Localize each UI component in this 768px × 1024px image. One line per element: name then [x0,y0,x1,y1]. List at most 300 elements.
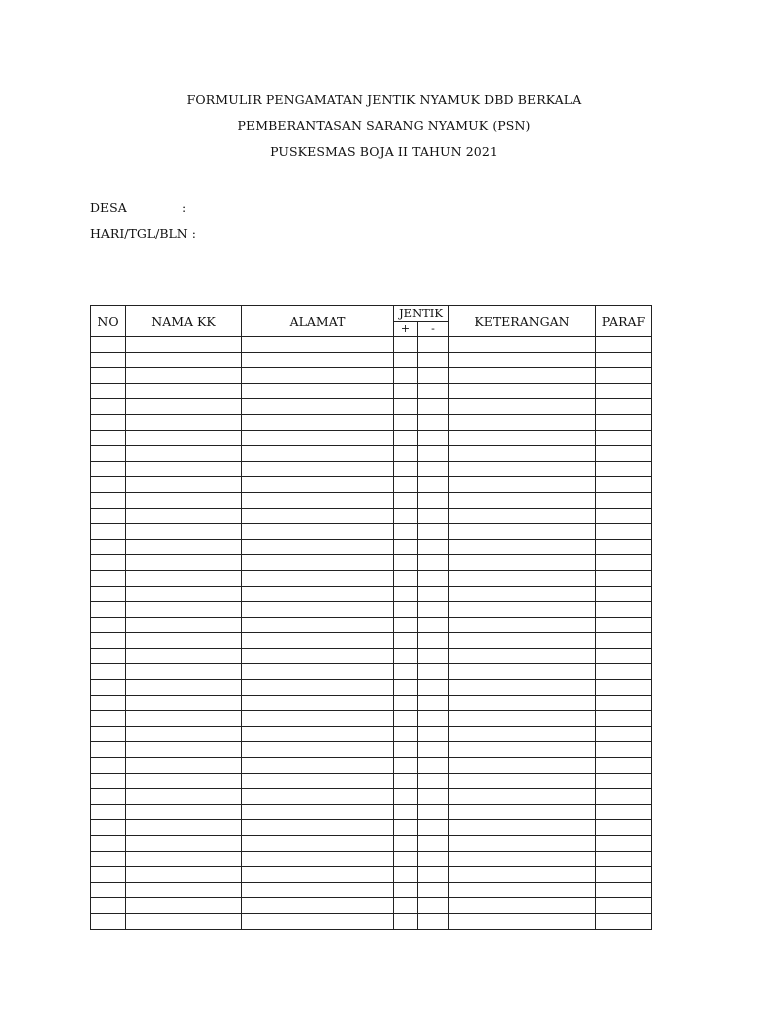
no-cell [91,539,126,555]
alamat-cell [242,399,394,415]
alamat-cell [242,648,394,664]
table-row [91,804,652,820]
jentik-minus-cell [418,524,449,540]
jentik-plus-cell [394,492,418,508]
keterangan-cell [449,882,596,898]
table-row [91,726,652,742]
keterangan-cell [449,617,596,633]
jentik-plus-cell [394,539,418,555]
jentik-minus-cell [418,773,449,789]
jentik-plus-cell [394,555,418,571]
nama-kk-cell [126,851,242,867]
nama-kk-cell [126,898,242,914]
alamat-cell [242,789,394,805]
jentik-minus-cell [418,399,449,415]
table-row [91,430,652,446]
paraf-cell [596,804,652,820]
paraf-cell [596,633,652,649]
keterangan-cell [449,820,596,836]
alamat-cell [242,758,394,774]
no-cell [91,867,126,883]
nama-kk-cell [126,680,242,696]
paraf-cell [596,414,652,430]
alamat-cell [242,492,394,508]
col-header-jentik-minus: - [418,322,449,337]
table-row [91,446,652,462]
jentik-plus-cell [394,789,418,805]
paraf-cell [596,539,652,555]
alamat-cell [242,742,394,758]
keterangan-cell [449,898,596,914]
keterangan-cell [449,680,596,696]
table-row [91,836,652,852]
no-cell [91,836,126,852]
table-row [91,648,652,664]
jentik-plus-cell [394,414,418,430]
jentik-minus-cell [418,711,449,727]
jentik-minus-cell [418,368,449,384]
table-row [91,773,652,789]
jentik-minus-cell [418,446,449,462]
table-row [91,602,652,618]
jentik-minus-cell [418,414,449,430]
paraf-cell [596,555,652,571]
title-line-3: PUSKESMAS BOJA II TAHUN 2021 [270,144,498,159]
paraf-cell [596,789,652,805]
jentik-plus-cell [394,711,418,727]
paraf-cell [596,617,652,633]
alamat-cell [242,570,394,586]
alamat-cell [242,446,394,462]
table-row [91,492,652,508]
table-row [91,368,652,384]
nama-kk-cell [126,586,242,602]
no-cell [91,414,126,430]
alamat-cell [242,867,394,883]
jentik-plus-cell [394,337,418,353]
col-header-nama-kk: NAMA KK [126,306,242,337]
jentik-plus-cell [394,836,418,852]
jentik-plus-cell [394,461,418,477]
nama-kk-cell [126,414,242,430]
nama-kk-cell [126,820,242,836]
paraf-cell [596,711,652,727]
no-cell [91,648,126,664]
jentik-plus-cell [394,570,418,586]
no-cell [91,430,126,446]
jentik-minus-cell [418,664,449,680]
nama-kk-cell [126,617,242,633]
paraf-cell [596,758,652,774]
nama-kk-cell [126,477,242,493]
jentik-minus-cell [418,695,449,711]
keterangan-cell [449,461,596,477]
alamat-cell [242,726,394,742]
table-row [91,508,652,524]
alamat-cell [242,524,394,540]
no-cell [91,758,126,774]
nama-kk-cell [126,399,242,415]
paraf-cell [596,508,652,524]
alamat-cell [242,882,394,898]
keterangan-cell [449,664,596,680]
keterangan-cell [449,648,596,664]
jentik-minus-cell [418,913,449,929]
jentik-plus-cell [394,383,418,399]
table-row [91,524,652,540]
no-cell [91,742,126,758]
nama-kk-cell [126,570,242,586]
alamat-cell [242,664,394,680]
jentik-plus-cell [394,913,418,929]
jentik-minus-cell [418,726,449,742]
nama-kk-cell [126,352,242,368]
no-cell [91,492,126,508]
form-title [0,92,768,170]
no-cell [91,383,126,399]
keterangan-cell [449,383,596,399]
alamat-cell [242,368,394,384]
alamat-cell [242,602,394,618]
jentik-minus-cell [418,461,449,477]
jentik-minus-cell [418,836,449,852]
col-header-jentik-plus: + [394,322,418,337]
jentik-minus-cell [418,742,449,758]
keterangan-cell [449,399,596,415]
jentik-plus-cell [394,898,418,914]
no-cell [91,352,126,368]
table-row [91,882,652,898]
col-header-alamat: ALAMAT [242,306,394,337]
nama-kk-cell [126,711,242,727]
alamat-cell [242,711,394,727]
table-row [91,867,652,883]
paraf-cell [596,773,652,789]
alamat-cell [242,773,394,789]
paraf-cell [596,446,652,462]
jentik-plus-cell [394,820,418,836]
keterangan-cell [449,477,596,493]
paraf-cell [596,477,652,493]
nama-kk-cell [126,337,242,353]
no-cell [91,508,126,524]
keterangan-cell [449,633,596,649]
alamat-cell [242,913,394,929]
table-row [91,680,652,696]
no-cell [91,851,126,867]
nama-kk-cell [126,695,242,711]
table-row [91,352,652,368]
paraf-cell [596,368,652,384]
nama-kk-cell [126,461,242,477]
nama-kk-cell [126,492,242,508]
keterangan-cell [449,836,596,852]
alamat-cell [242,430,394,446]
paraf-cell [596,742,652,758]
table-row [91,570,652,586]
alamat-cell [242,804,394,820]
alamat-cell [242,898,394,914]
alamat-cell [242,414,394,430]
paraf-cell [596,913,652,929]
jentik-minus-cell [418,337,449,353]
no-cell [91,773,126,789]
paraf-cell [596,352,652,368]
keterangan-cell [449,337,596,353]
no-cell [91,617,126,633]
alamat-cell [242,461,394,477]
paraf-cell [596,851,652,867]
jentik-minus-cell [418,555,449,571]
nama-kk-cell [126,446,242,462]
no-cell [91,680,126,696]
table-row [91,633,652,649]
nama-kk-cell [126,539,242,555]
jentik-plus-cell [394,352,418,368]
no-cell [91,882,126,898]
no-cell [91,586,126,602]
paraf-cell [596,695,652,711]
nama-kk-cell [126,726,242,742]
title-line-1: FORMULIR PENGAMATAN JENTIK NYAMUK DBD BERKALA [186,92,582,107]
keterangan-cell [449,555,596,571]
jentik-minus-cell [418,430,449,446]
jentik-plus-cell [394,726,418,742]
table-row [91,711,652,727]
paraf-cell [596,492,652,508]
no-cell [91,820,126,836]
keterangan-cell [449,804,596,820]
no-cell [91,477,126,493]
jentik-minus-cell [418,383,449,399]
no-cell [91,633,126,649]
keterangan-cell [449,742,596,758]
no-cell [91,461,126,477]
jentik-minus-cell [418,851,449,867]
keterangan-cell [449,867,596,883]
nama-kk-cell [126,524,242,540]
jentik-plus-cell [394,446,418,462]
alamat-cell [242,337,394,353]
jentik-minus-cell [418,804,449,820]
jentik-minus-cell [418,882,449,898]
no-cell [91,898,126,914]
alamat-cell [242,352,394,368]
keterangan-cell [449,524,596,540]
keterangan-cell [449,758,596,774]
paraf-cell [596,524,652,540]
table-body [91,337,652,930]
paraf-cell [596,867,652,883]
nama-kk-cell [126,913,242,929]
table-row [91,539,652,555]
jentik-plus-cell [394,664,418,680]
paraf-cell [596,461,652,477]
jentik-minus-cell [418,633,449,649]
jentik-plus-cell [394,602,418,618]
jentik-plus-cell [394,851,418,867]
jentik-minus-cell [418,508,449,524]
keterangan-cell [449,368,596,384]
alamat-cell [242,539,394,555]
alamat-cell [242,617,394,633]
no-cell [91,711,126,727]
nama-kk-cell [126,430,242,446]
paraf-cell [596,726,652,742]
hari-label: HARI/TGL/BLN : [90,226,196,241]
paraf-cell [596,882,652,898]
no-cell [91,570,126,586]
no-cell [91,555,126,571]
no-cell [91,602,126,618]
table-row [91,913,652,929]
jentik-minus-cell [418,586,449,602]
keterangan-cell [449,414,596,430]
jentik-minus-cell [418,867,449,883]
jentik-minus-cell [418,570,449,586]
jentik-plus-cell [394,695,418,711]
no-cell [91,695,126,711]
nama-kk-cell [126,742,242,758]
jentik-plus-cell [394,680,418,696]
paraf-cell [596,898,652,914]
jentik-minus-cell [418,648,449,664]
paraf-cell [596,586,652,602]
no-cell [91,789,126,805]
table-row [91,898,652,914]
paraf-cell [596,820,652,836]
jentik-plus-cell [394,368,418,384]
info-section [90,200,196,252]
jentik-plus-cell [394,508,418,524]
desa-separator: : [182,200,187,215]
paraf-cell [596,680,652,696]
nama-kk-cell [126,664,242,680]
keterangan-cell [449,913,596,929]
table-row [91,477,652,493]
nama-kk-cell [126,773,242,789]
keterangan-cell [449,570,596,586]
keterangan-cell [449,446,596,462]
no-cell [91,368,126,384]
jentik-plus-cell [394,399,418,415]
no-cell [91,446,126,462]
alamat-cell [242,586,394,602]
col-header-jentik: JENTIK [394,306,449,322]
paraf-cell [596,648,652,664]
paraf-cell [596,430,652,446]
keterangan-cell [449,773,596,789]
keterangan-cell [449,586,596,602]
nama-kk-cell [126,383,242,399]
keterangan-cell [449,789,596,805]
keterangan-cell [449,851,596,867]
no-cell [91,664,126,680]
observation-table [90,305,652,930]
nama-kk-cell [126,867,242,883]
paraf-cell [596,399,652,415]
jentik-minus-cell [418,758,449,774]
keterangan-cell [449,508,596,524]
keterangan-cell [449,602,596,618]
desa-label: DESA [90,200,127,215]
keterangan-cell [449,711,596,727]
jentik-plus-cell [394,648,418,664]
paraf-cell [596,664,652,680]
paraf-cell [596,836,652,852]
table-row [91,695,652,711]
nama-kk-cell [126,758,242,774]
alamat-cell [242,836,394,852]
no-cell [91,337,126,353]
jentik-minus-cell [418,477,449,493]
table-row [91,742,652,758]
jentik-minus-cell [418,352,449,368]
col-header-paraf: PARAF [596,306,652,337]
jentik-plus-cell [394,804,418,820]
nama-kk-cell [126,602,242,618]
no-cell [91,913,126,929]
title-line-2: PEMBERANTASAN SARANG NYAMUK (PSN) [237,118,531,133]
jentik-minus-cell [418,789,449,805]
no-cell [91,524,126,540]
alamat-cell [242,383,394,399]
jentik-plus-cell [394,758,418,774]
jentik-plus-cell [394,524,418,540]
hari-row [90,226,196,252]
nama-kk-cell [126,804,242,820]
jentik-minus-cell [418,539,449,555]
nama-kk-cell [126,648,242,664]
jentik-plus-cell [394,882,418,898]
nama-kk-cell [126,368,242,384]
keterangan-cell [449,352,596,368]
keterangan-cell [449,726,596,742]
table-row [91,414,652,430]
table-row [91,555,652,571]
jentik-plus-cell [394,430,418,446]
jentik-plus-cell [394,617,418,633]
no-cell [91,726,126,742]
keterangan-cell [449,492,596,508]
jentik-minus-cell [418,680,449,696]
col-header-keterangan: KETERANGAN [449,306,596,337]
jentik-minus-cell [418,617,449,633]
nama-kk-cell [126,882,242,898]
jentik-plus-cell [394,633,418,649]
alamat-cell [242,820,394,836]
paraf-cell [596,337,652,353]
table-row [91,617,652,633]
table-row [91,664,652,680]
table-row [91,851,652,867]
alamat-cell [242,695,394,711]
alamat-cell [242,680,394,696]
alamat-cell [242,477,394,493]
keterangan-cell [449,539,596,555]
table-row [91,758,652,774]
keterangan-cell [449,430,596,446]
jentik-plus-cell [394,477,418,493]
nama-kk-cell [126,789,242,805]
jentik-minus-cell [418,602,449,618]
alamat-cell [242,851,394,867]
no-cell [91,399,126,415]
table-row [91,399,652,415]
jentik-minus-cell [418,820,449,836]
no-cell [91,804,126,820]
keterangan-cell [449,695,596,711]
